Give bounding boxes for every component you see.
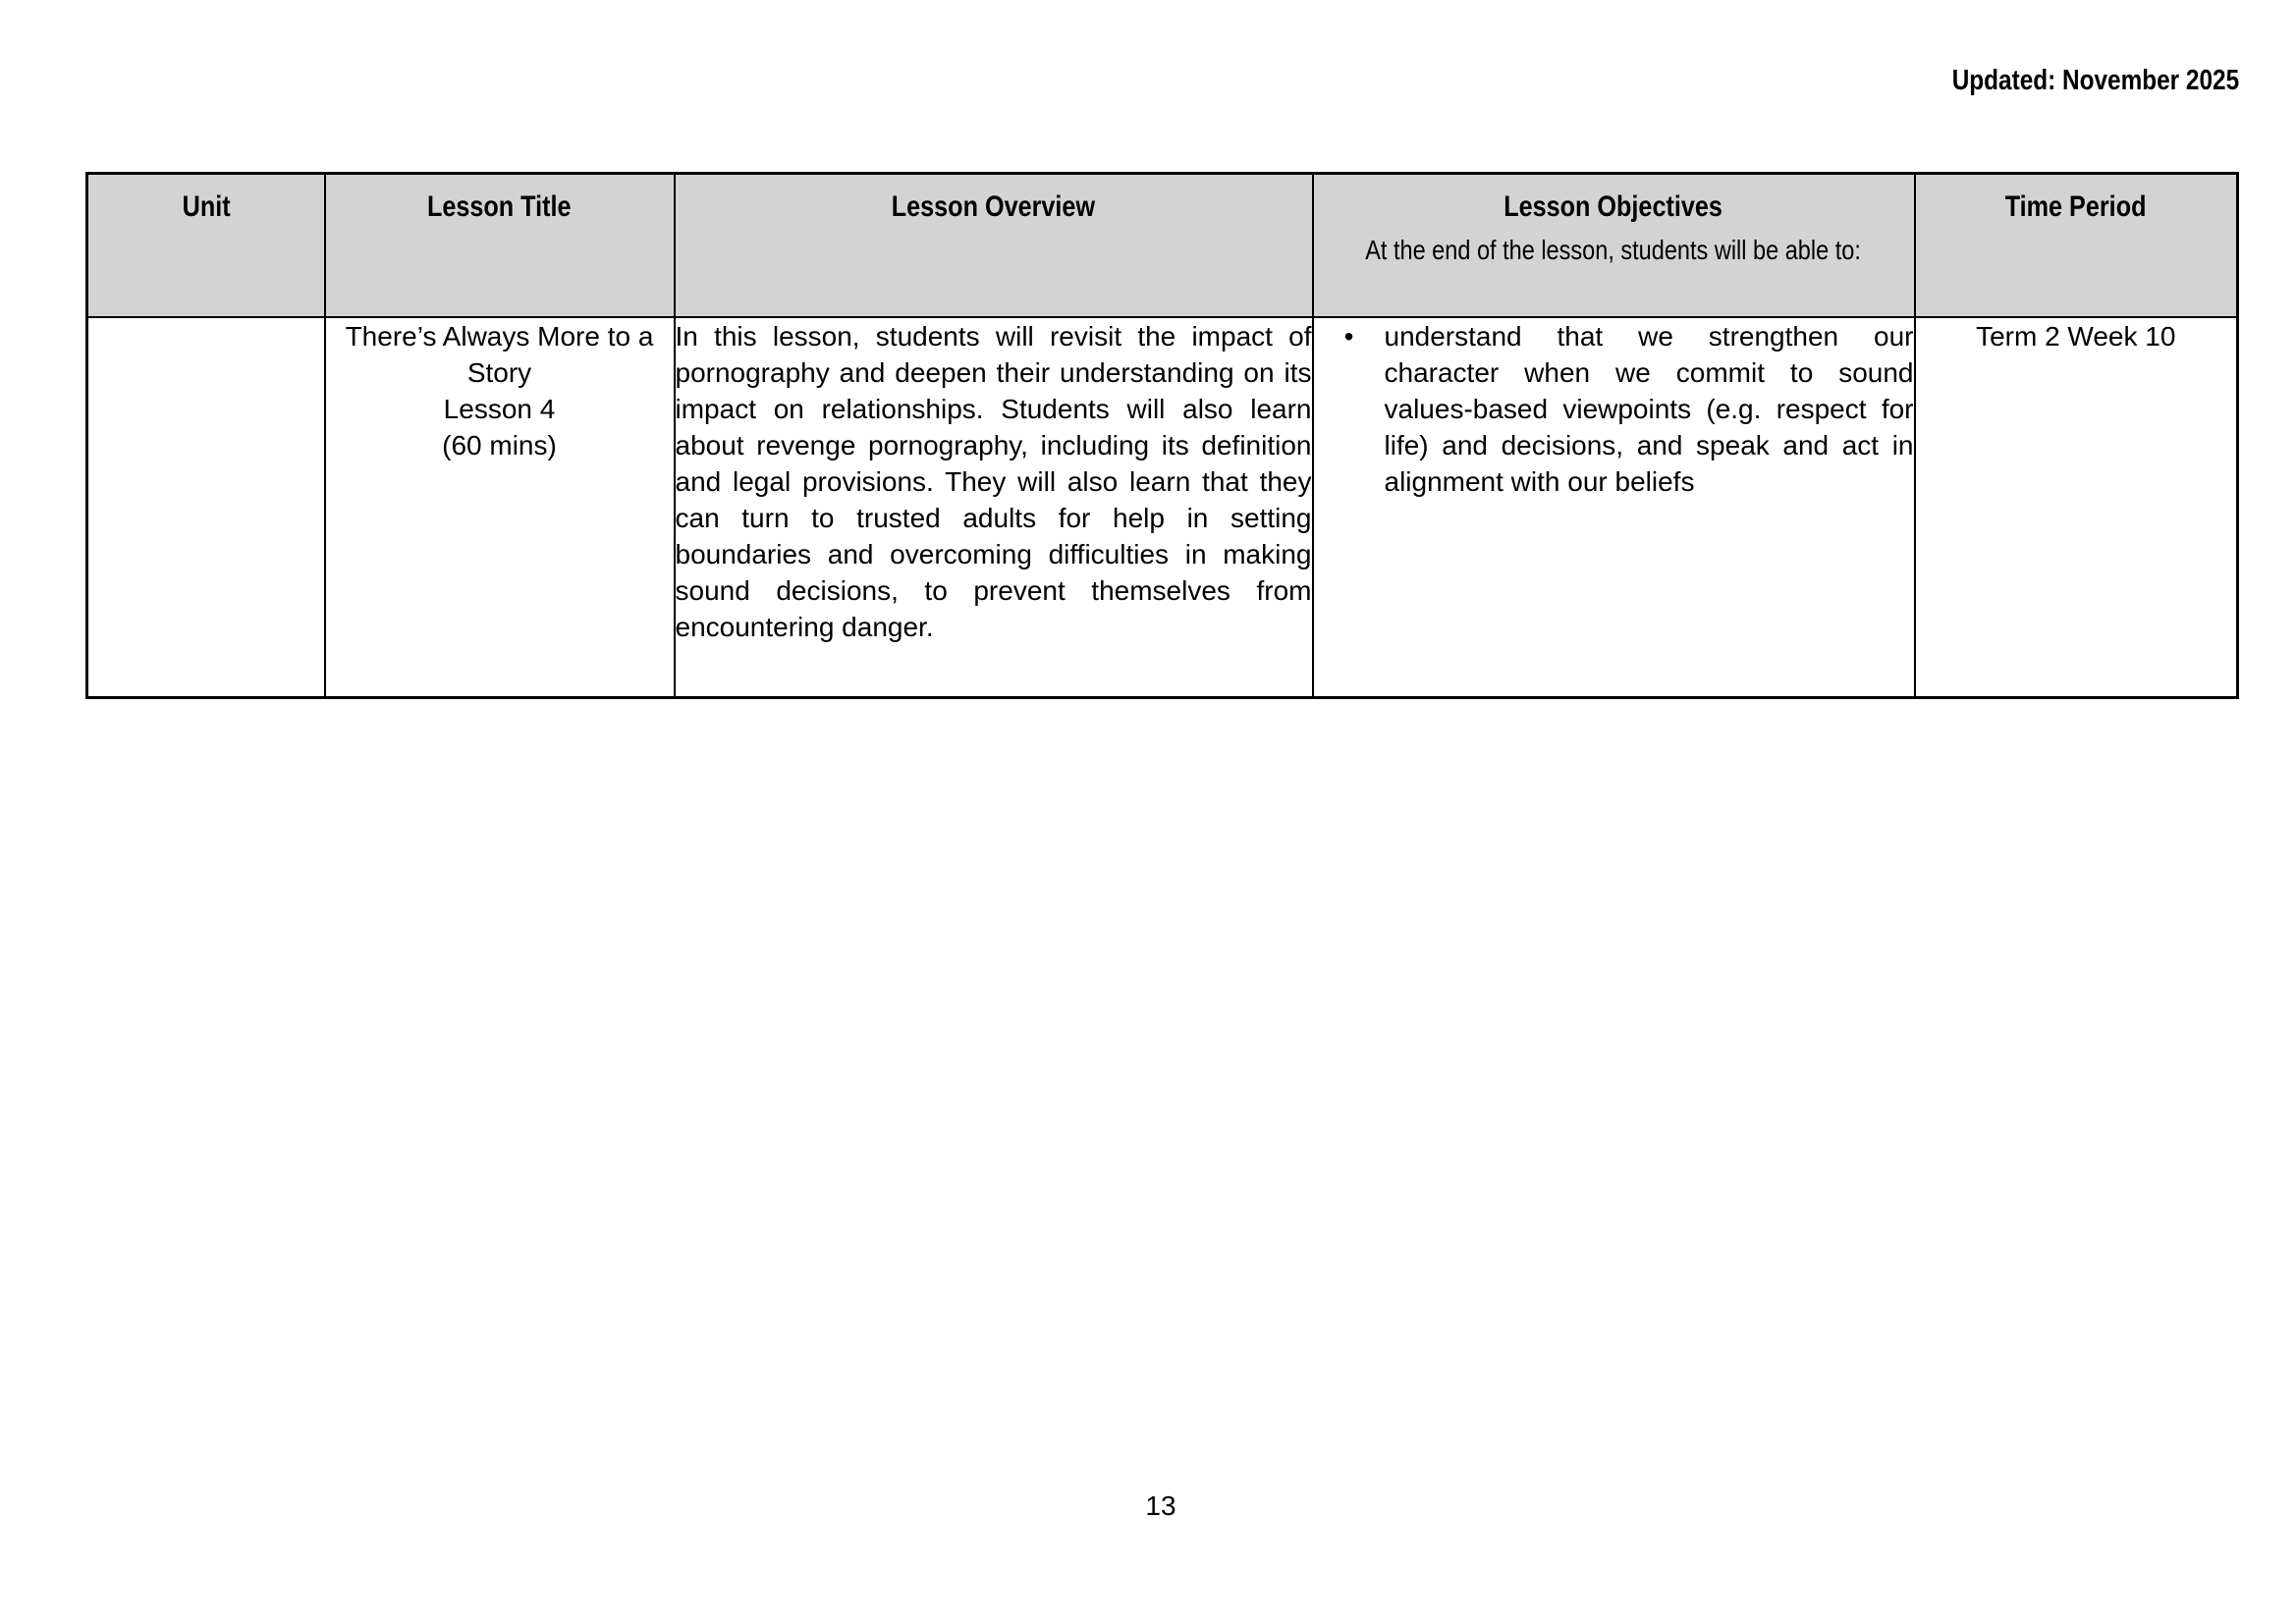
column-header-time-period — [1915, 174, 2238, 318]
unit-cell — [87, 317, 325, 698]
table-header-row — [87, 174, 2238, 318]
lesson-plan-table — [85, 172, 2239, 699]
page-number: 13 — [1145, 1490, 1176, 1521]
objective-list-item — [1314, 318, 1914, 500]
column-header-lesson-objectives — [1313, 174, 1915, 318]
column-header-lesson-title — [325, 174, 675, 318]
column-header-unit-label: Unit — [182, 190, 231, 223]
column-header-lesson-overview — [675, 174, 1313, 318]
lesson-title-line: (60 mins) — [442, 430, 557, 460]
objective-text: understand that we strengthen our character when we commit to sound values-based viewpoints (e.g. respect for life) and decisions, and speak and act in alignment with our beliefs — [1384, 321, 1914, 497]
lesson-title-line: There’s Always More to a Story — [345, 321, 654, 388]
lesson-objectives-cell — [1313, 317, 1915, 698]
updated-date-label — [1897, 65, 2239, 97]
column-header-lesson-overview-label: Lesson Overview — [891, 190, 1096, 223]
column-header-time-period-label: Time Period — [2004, 190, 2147, 223]
updated-date-text: Updated: November 2025 — [1951, 65, 2239, 96]
lesson-title-cell — [325, 317, 675, 698]
column-header-unit — [87, 174, 325, 318]
bullet-icon: • — [1343, 321, 1354, 352]
column-header-lesson-objectives-note: At the end of the lesson, students will be able to: — [1365, 235, 1862, 265]
column-header-lesson-title-label: Lesson Title — [427, 190, 572, 223]
time-period-cell: Term 2 Week 10 — [1915, 317, 2238, 698]
lesson-overview-cell: In this lesson, students will revisit the impact of pornography and deepen their understanding on its impact on relationships. Students will also learn about revenge pornography, including its definition and legal provisions. They will also learn that they can turn to trusted adults for help in setting boundaries and overcoming difficulties in making sound decisions, to prevent themselves from encountering danger. — [675, 317, 1313, 698]
column-header-lesson-objectives-label: Lesson Objectives — [1503, 190, 1723, 223]
table-row — [87, 317, 2238, 698]
lesson-title-line: Lesson 4 — [443, 394, 556, 424]
